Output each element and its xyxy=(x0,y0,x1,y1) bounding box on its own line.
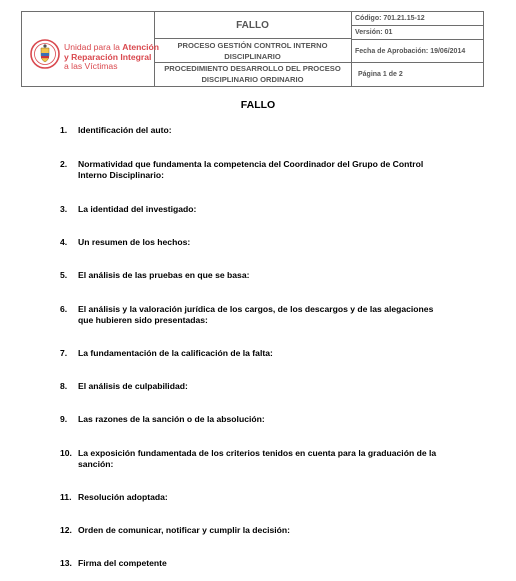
organization-logo-text: Unidad para la Atención y Reparación Integral a las Víctimas xyxy=(64,42,160,72)
document-code: Código: 701.21.15-12 xyxy=(352,12,483,26)
document-header xyxy=(21,11,484,87)
coat-of-arms-icon xyxy=(30,39,60,69)
document-version: Versión: 01 xyxy=(352,26,483,40)
process-name: PROCESO GESTIÓN CONTROL INTERNO DISCIPLINARIO xyxy=(154,39,352,63)
document-title: FALLO xyxy=(240,99,276,111)
approval-date: Fecha de Aprobación: 19/06/2014 xyxy=(352,40,483,63)
header-title: FALLO xyxy=(154,12,352,39)
page-number: Página 1 de 2 xyxy=(358,71,403,78)
logo-cell xyxy=(22,12,160,86)
procedure-name: PROCEDIMIENTO DESARROLLO DEL PROCESO DISCIPLINARIO ORDINARIO xyxy=(154,63,352,86)
